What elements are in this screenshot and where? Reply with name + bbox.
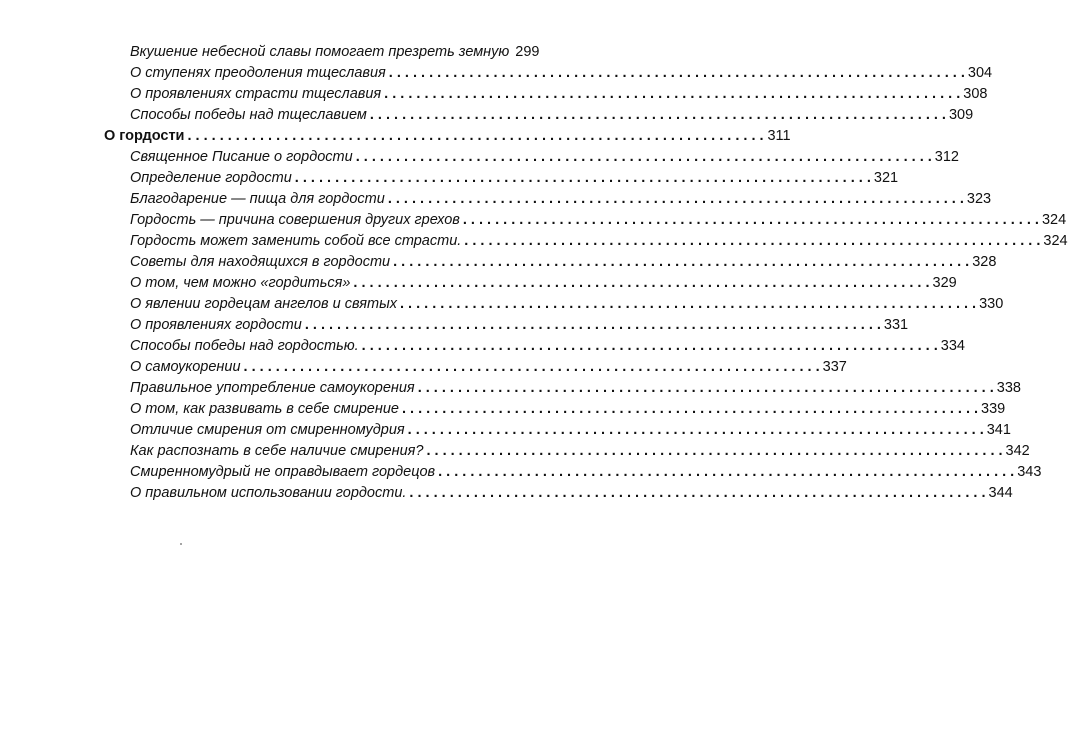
toc-entry-title: Способы победы над гордостью. bbox=[130, 338, 359, 354]
toc-entry-title: Как распознать в себе наличие смирения? bbox=[130, 443, 424, 459]
toc-entry-page: 337 bbox=[822, 359, 847, 375]
toc-leader-dots bbox=[244, 357, 820, 377]
toc-leader-dots bbox=[426, 441, 1002, 461]
toc-entry-page: 334 bbox=[940, 338, 965, 354]
toc-entry bbox=[130, 273, 957, 293]
toc-leader-dots bbox=[409, 483, 985, 503]
toc-entry-title: Определение гордости bbox=[130, 170, 292, 186]
toc-entry-title: О ступенях преодоления тщеславия bbox=[130, 65, 386, 81]
toc-entry-title: Правильное употребление самоукорения bbox=[130, 380, 415, 396]
toc-leader-dots bbox=[187, 126, 763, 146]
toc-entry bbox=[130, 252, 997, 272]
toc-leader-dots bbox=[353, 273, 929, 293]
toc-entry bbox=[130, 189, 992, 209]
toc-entry-page: 342 bbox=[1005, 443, 1030, 459]
toc-entry-page: 343 bbox=[1017, 464, 1042, 480]
toc-leader-dots bbox=[295, 168, 871, 188]
toc-entry-page: 304 bbox=[967, 65, 993, 81]
toc-entry-title: Гордость может заменить собой все страсти. bbox=[130, 233, 462, 249]
toc-leader-dots bbox=[464, 231, 1040, 251]
toc-entry-page: 344 bbox=[988, 485, 1013, 501]
toc-leader-dots bbox=[305, 315, 881, 335]
toc-entry-page: 308 bbox=[963, 86, 988, 102]
toc-entry-title: Советы для находящихся в гордости bbox=[130, 254, 391, 270]
toc-entry-page: 331 bbox=[883, 317, 909, 333]
toc-entry-title: Вкушение небесной славы помогает презреть земную bbox=[130, 44, 510, 60]
toc-entry-page: 328 bbox=[972, 254, 997, 270]
toc-entry-title: О самоукорении bbox=[130, 359, 241, 375]
toc-entry-page: 324 bbox=[1043, 233, 1068, 249]
toc-leader-dots bbox=[408, 420, 984, 440]
toc-entry bbox=[130, 147, 959, 167]
toc-leader-dots bbox=[356, 147, 932, 167]
toc-section-heading bbox=[104, 126, 791, 146]
toc-leader-dots bbox=[463, 210, 1039, 230]
toc-leader-dots bbox=[402, 399, 978, 419]
toc-entry bbox=[130, 63, 993, 83]
toc-section-page: 311 bbox=[767, 128, 791, 144]
toc-entry-title: О явлении гордецам ангелов и святых bbox=[130, 296, 397, 312]
toc-leader-dots bbox=[418, 378, 994, 398]
toc-leader-dots bbox=[388, 189, 964, 209]
toc-entry bbox=[130, 336, 965, 356]
toc-entry-page: 323 bbox=[966, 191, 992, 207]
toc-leader-dots bbox=[438, 462, 1014, 482]
toc-entry-title: О том, чем можно «гордиться» bbox=[130, 275, 351, 291]
scan-speck bbox=[180, 543, 182, 545]
toc-entry bbox=[130, 378, 1021, 398]
toc-entry bbox=[130, 357, 847, 377]
toc-entry-page: 309 bbox=[948, 107, 974, 123]
toc-entry-page: 324 bbox=[1041, 212, 1067, 228]
toc-entry-title: О проявлениях гордости bbox=[130, 317, 302, 333]
toc-entry bbox=[130, 420, 1011, 440]
toc-entry-page: 321 bbox=[873, 170, 899, 186]
toc-entry-page: 341 bbox=[986, 422, 1011, 438]
toc-leader-dots bbox=[370, 105, 946, 125]
toc-entry bbox=[130, 399, 1006, 419]
toc-entry bbox=[130, 294, 1004, 314]
toc-entry-title: О проявлениях страсти тщеславия bbox=[130, 86, 382, 102]
toc-leader-dots bbox=[400, 294, 976, 314]
toc-entry-title: Священное Писание о гордости bbox=[130, 149, 353, 165]
toc-entry bbox=[130, 168, 899, 188]
toc-section-title: О гордости bbox=[104, 128, 185, 144]
toc-leader-dots bbox=[384, 84, 960, 104]
toc-entry bbox=[130, 441, 1030, 461]
toc-entry bbox=[130, 210, 1067, 230]
toc-entry-page: 330 bbox=[979, 296, 1004, 312]
toc-entry-page: 338 bbox=[996, 380, 1021, 396]
toc-entry bbox=[130, 42, 540, 62]
toc-entry-page: 329 bbox=[932, 275, 957, 291]
toc-entry-title: Гордость — причина совершения других грехов bbox=[130, 212, 460, 228]
toc-entry bbox=[130, 105, 974, 125]
toc-entry-title: Благодарение — пища для гордости bbox=[130, 191, 385, 207]
toc-entry-title: Отличие смирения от смиренномудрия bbox=[130, 422, 405, 438]
toc-entry-title: О том, как развивать в себе смирение bbox=[130, 401, 399, 417]
toc-entry-title: О правильном использовании гордости. bbox=[130, 485, 407, 501]
toc-entry-page: 312 bbox=[934, 149, 959, 165]
toc-entry bbox=[130, 315, 909, 335]
toc-entry bbox=[130, 84, 988, 104]
toc-leader-dots bbox=[393, 252, 969, 272]
toc-entry-title: Смиренномудрый не оправдывает гордецов bbox=[130, 464, 436, 480]
toc-leader-dots bbox=[389, 63, 965, 83]
toc-entry-title: Способы победы над тщеславием bbox=[130, 107, 367, 123]
toc-entry-page: 299 bbox=[515, 44, 540, 60]
toc-entry-page: 339 bbox=[981, 401, 1006, 417]
toc-entry bbox=[130, 231, 1068, 251]
toc-entry bbox=[130, 483, 1013, 503]
toc-entry bbox=[130, 462, 1042, 482]
toc-leader-dots bbox=[362, 336, 938, 356]
